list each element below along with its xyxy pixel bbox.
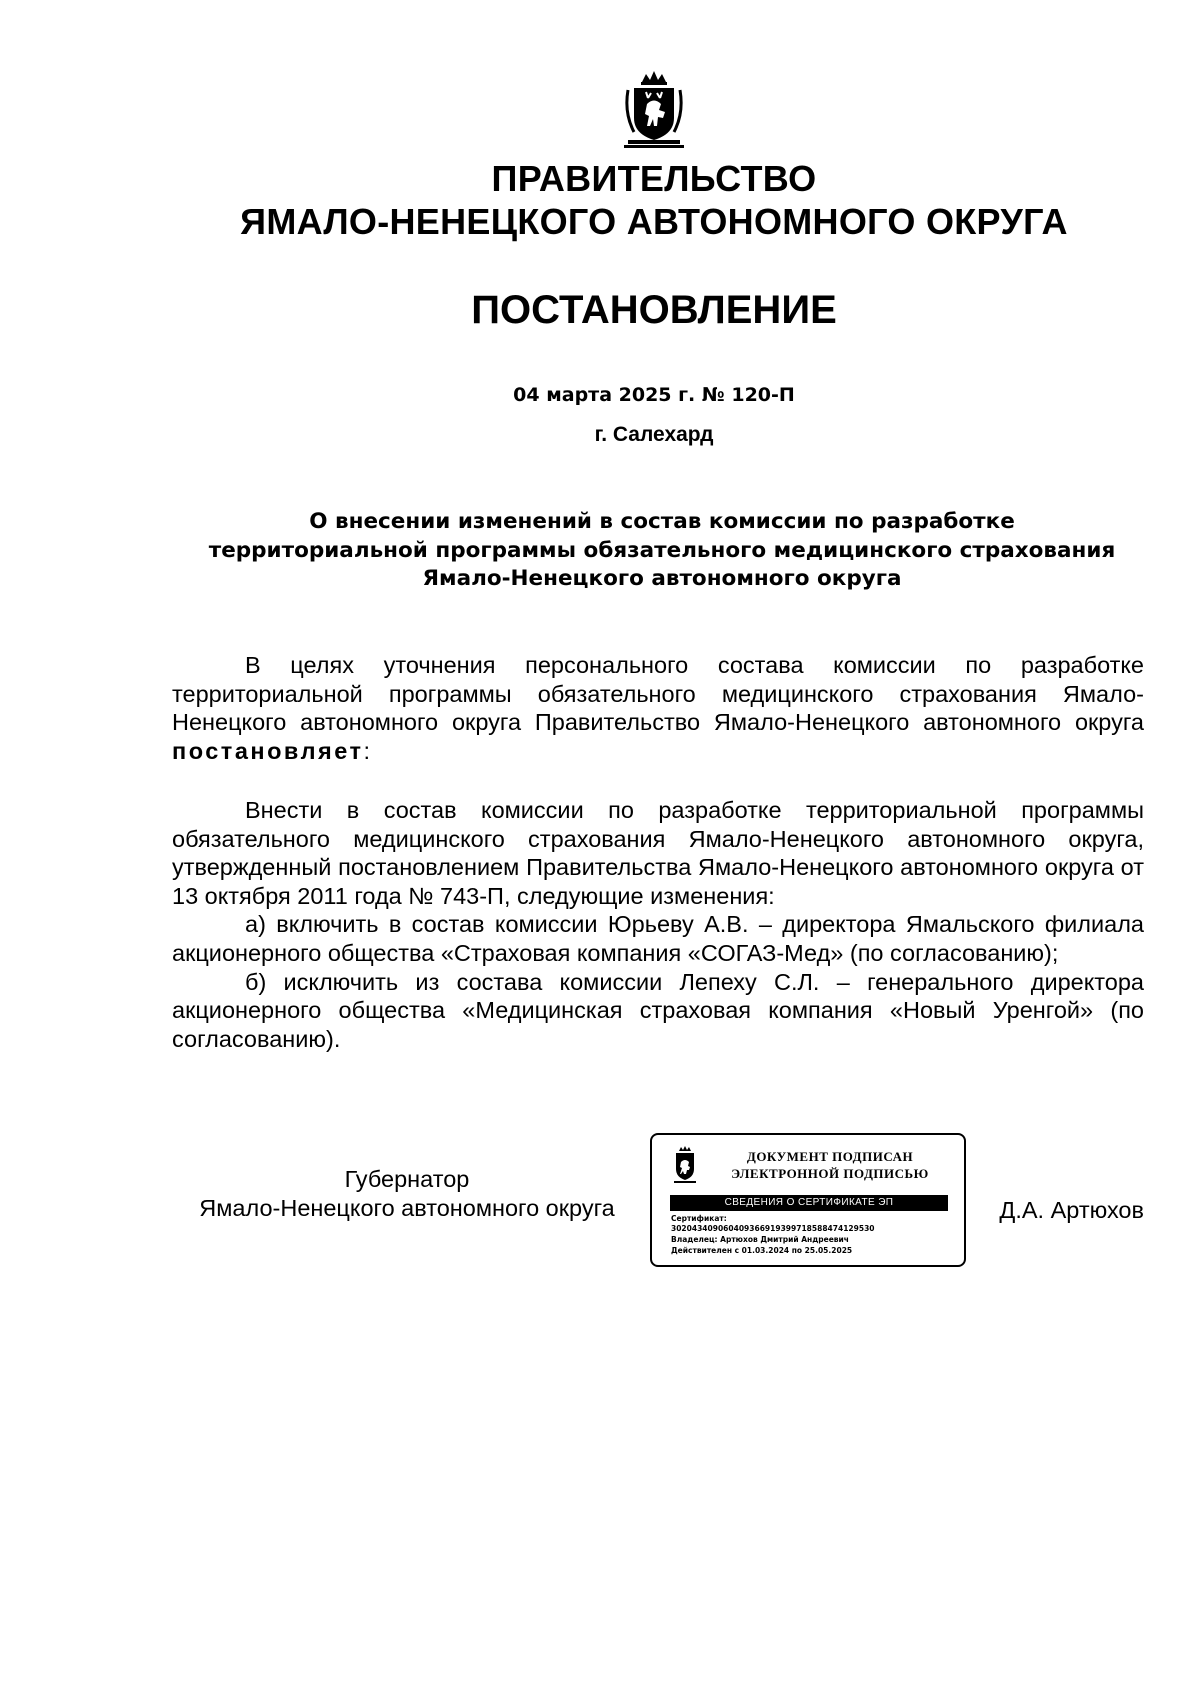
document-type-heading: ПОСТАНОВЛЕНИЕ — [471, 288, 837, 332]
government-title-line1: ПРАВИТЕЛЬСТВО — [491, 158, 817, 199]
resolution-item-a: а) включить в состав комиссии Юрьеву А.В. – директора Ямальского филиала акционерного общества «Страховая компания «СОГАЗ-Мед» (по согласованию); — [172, 911, 1144, 966]
certificate-number: 302043409060409366919399718588474129530 — [671, 1224, 875, 1233]
coat-of-arms-emblem — [620, 68, 688, 150]
document-date-number: 04 марта 2025 г. № 120-П — [513, 384, 795, 406]
subject-line3: Ямало-Ненецкого автономного округа — [422, 566, 902, 591]
stamp-heading — [710, 1148, 950, 1182]
stamp-heading-line1: ДОКУМЕНТ ПОДПИСАН — [746, 1149, 914, 1164]
certificate-validity: Действителен с 01.03.2024 по 25.05.2025 — [671, 1246, 853, 1255]
certificate-label: Сертификат: — [671, 1214, 727, 1223]
certificate-info-bar: СВЕДЕНИЯ О СЕРТИФИКАТЕ ЭП — [670, 1195, 948, 1211]
subject-line2: территориальной программы обязательного медицинского страхования — [208, 537, 1116, 563]
resolves-keyword: постановляет — [172, 737, 364, 764]
stamp-emblem-icon — [670, 1145, 700, 1185]
document-city: г. Салехард — [594, 423, 714, 446]
resolution-item-b: б) исключить из состава комиссии Лепеху С.Л. – генерального директора акционерного общества «Медицинская страховая компания «Новый Уренгой» (по согласованию). — [172, 968, 1144, 1052]
stamp-heading-line2: ЭЛЕКТРОННОЙ ПОДПИСЬЮ — [731, 1166, 929, 1181]
signer-position-line1: Губернатор — [344, 1166, 470, 1192]
preamble-paragraph — [172, 651, 1144, 765]
document-subject — [172, 508, 1152, 594]
resolution-paragraph-main: Внести в состав комиссии по разработке территориальной программы обязательного медицинского страхования Ямало-Ненецкого автономного округа, утвержденный постановлением Правительства Ямало-Ненецкого автономного округа от 13 октября 2011 года № 743-П, следующие изменения: — [172, 797, 1144, 909]
government-title-line2: ЯМАЛО-НЕНЕЦКОГО АВТОНОМНОГО ОКРУГА — [240, 201, 1068, 242]
certificate-owner: Владелец: Артюхов Дмитрий Андреевич — [671, 1235, 849, 1244]
subject-line1: О внесении изменений в состав комиссии по разработке — [309, 509, 1015, 534]
signer-name: Д.А. Артюхов — [999, 1197, 1144, 1223]
preamble-text: В целях уточнения персонального состава комиссии по разработке территориальной программы обязательного медицинского страхования Ямало-Ненецкого автономного округа Правительство Ямало-Ненецкого автономного округа — [172, 652, 1144, 736]
electronic-signature-stamp — [650, 1133, 966, 1267]
resolution-body — [172, 796, 1144, 1053]
preamble-colon: : — [363, 737, 371, 764]
signer-position — [172, 1165, 642, 1223]
signer-position-line2: Ямало-Ненецкого автономного округа — [199, 1195, 615, 1221]
